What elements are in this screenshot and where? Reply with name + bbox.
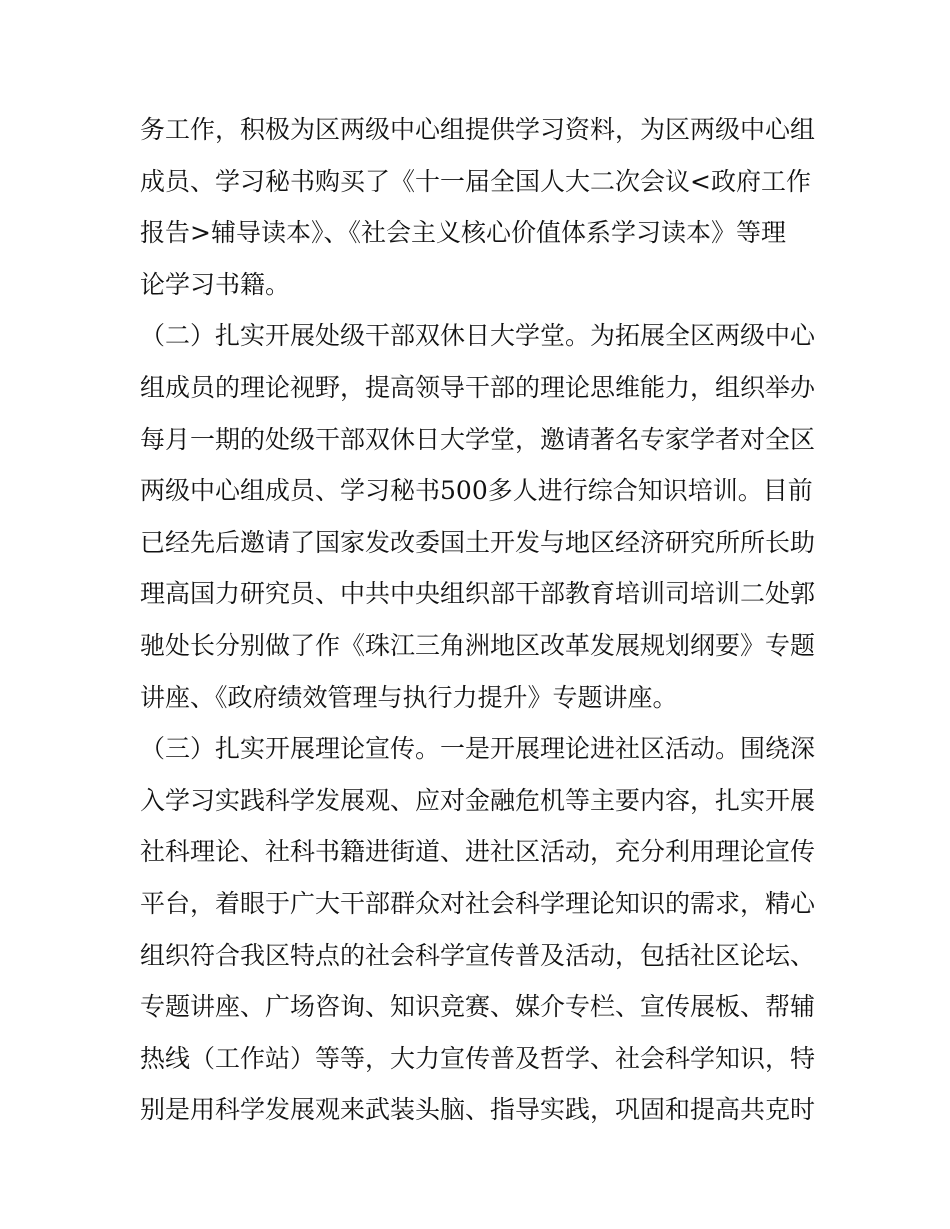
- text-line: 论学习书籍。: [140, 269, 291, 299]
- section-heading-line: （三）扎实开展理论宣传。一是开展理论进社区活动。围绕深: [140, 734, 816, 764]
- text-line: 驰处长分别做了作《珠江三角洲地区改革发展规划纲要》专题: [140, 630, 816, 660]
- text-line: 平台，着眼于广大干部群众对社会科学理论知识的需求，精心: [140, 888, 816, 918]
- text-line: 别是用科学发展观来武装头脑、指导实践，巩固和提高共克时: [140, 1095, 816, 1125]
- text-line: 专题讲座、广场咨询、知识竞赛、媒介专栏、宣传展板、帮辅: [140, 992, 816, 1022]
- text-line: 理高国力研究员、中共中央组织部干部教育培训司培训二处郭: [140, 579, 816, 609]
- text-line: 入学习实践科学发展观、应对金融危机等主要内容，扎实开展: [140, 785, 816, 815]
- text-line: 务工作，积极为区两级中心组提供学习资料，为区两级中心组: [140, 115, 816, 144]
- text-line: 社科理论、社科书籍进街道、进社区活动，充分利用理论宣传: [140, 837, 816, 867]
- text-line: 组成员的理论视野，提高领导干部的理论思维能力，组织举办: [140, 372, 816, 402]
- text-line: 两级中心组成员、学习秘书500多人进行综合知识培训。目前: [140, 476, 813, 506]
- text-line: 组织符合我区特点的社会科学宣传普及活动，包括社区论坛、: [140, 940, 816, 970]
- text-line: 成员、学习秘书购买了《十一届全国人大二次会议<政府工作: [140, 166, 811, 196]
- text-line: 已经先后邀请了国家发改委国土开发与地区经济研究所所长助: [140, 527, 816, 557]
- text-line: 每月一期的处级干部双休日大学堂，邀请著名专家学者对全区: [140, 424, 816, 454]
- text-line: 讲座、《政府绩效管理与执行力提升》专题讲座。: [140, 682, 678, 712]
- section-heading-line: （二）扎实开展处级干部双休日大学堂。为拓展全区两级中心: [140, 321, 816, 351]
- text-line: 报告>辅导读本》、《社会主义核心价值体系学习读本》等理: [140, 218, 786, 248]
- text-line: 热线（工作站）等等，大力宣传普及哲学、社会科学知识，特: [140, 1043, 816, 1073]
- document-body: [140, 104, 840, 1136]
